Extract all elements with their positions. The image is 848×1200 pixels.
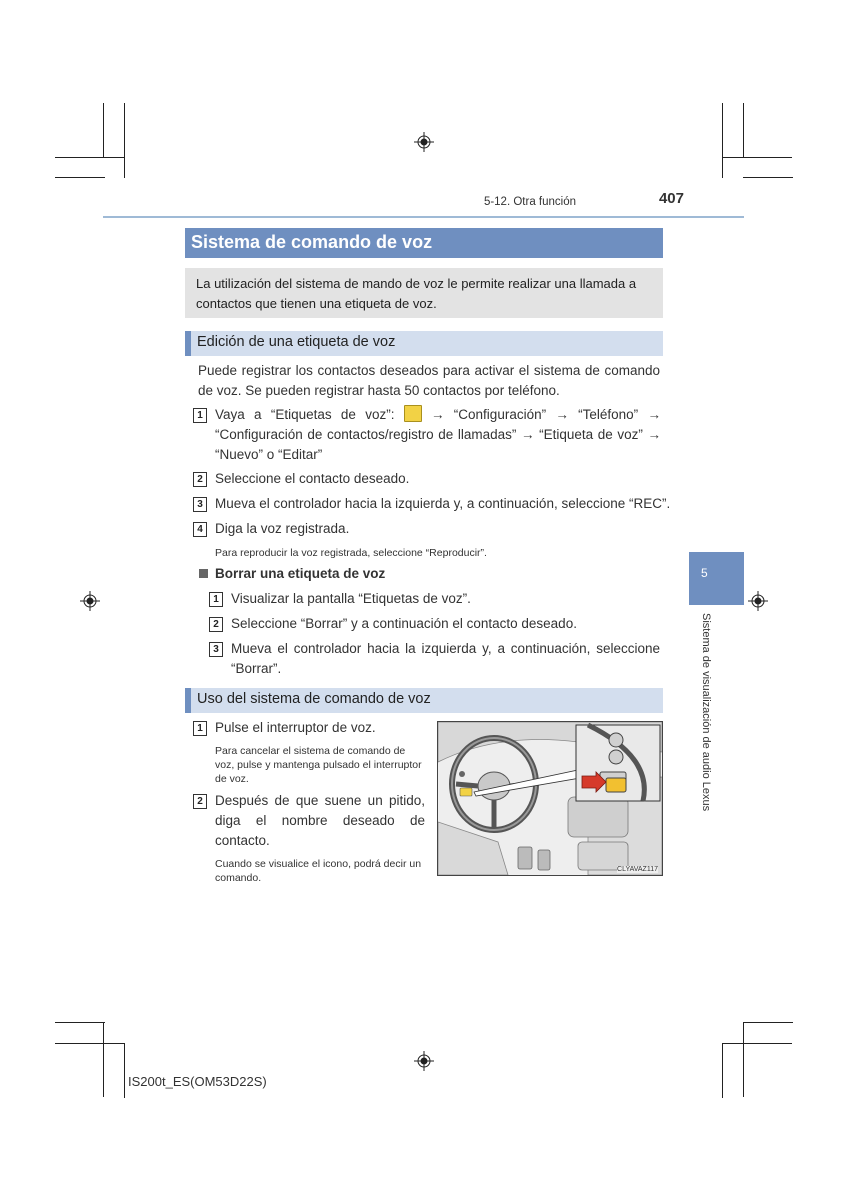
crop-mark: [124, 1043, 125, 1098]
page-number: 407: [658, 190, 684, 207]
crop-mark: [722, 157, 792, 158]
voice-menu-icon: [404, 405, 422, 422]
bullet-square-icon: [199, 569, 208, 578]
step-text: Diga la voz registrada.: [215, 521, 350, 536]
steering-wheel-illustration: [437, 721, 663, 876]
page-title: Sistema de comando de voz: [191, 232, 433, 252]
step-note: Para cancelar el sistema de comando de voz, pulse y mantenga pulsado el interruptor de voz.: [215, 745, 422, 785]
step-text: Mueva el controlador hacia la izquierda y, a continuación, seleccione “Borrar”.: [231, 641, 660, 676]
registration-mark-icon: [748, 591, 768, 611]
crop-mark: [743, 1022, 793, 1023]
step-number: 1: [209, 592, 223, 607]
step-number: 2: [193, 472, 207, 487]
step-number: 1: [193, 721, 207, 736]
intro-box: [185, 268, 663, 318]
step-number: 1: [193, 408, 207, 423]
crop-mark: [743, 1022, 744, 1097]
crop-mark: [103, 103, 104, 158]
crop-mark: [55, 1043, 125, 1044]
section-heading: [185, 688, 663, 713]
intro-text: La utilización del sistema de mando de voz le permite realizar una llamada a contactos que tienen una etiqueta de voz.: [196, 276, 637, 311]
step-number: 3: [193, 497, 207, 512]
crop-mark: [722, 103, 723, 178]
crop-mark: [55, 157, 125, 158]
step-text: Seleccione el contacto deseado.: [215, 471, 410, 486]
section-heading-label: Uso del sistema de comando de voz: [197, 691, 431, 707]
section-header: 5-12. Otra función: [483, 196, 576, 208]
chapter-number: 5: [701, 566, 708, 580]
step-note: Cuando se visualice el icono, podrá decir un comando.: [215, 858, 422, 884]
step-text: Mueva el controlador hacia la izquierda y, a continuación, seleccione “REC”.: [215, 496, 671, 511]
step-text: Seleccione “Borrar” y a continuación el contacto deseado.: [231, 616, 577, 631]
crop-mark: [103, 1022, 104, 1097]
section-heading-label: Edición de una etiqueta de voz: [197, 334, 396, 350]
subsection-heading: Borrar una etiqueta de voz: [215, 566, 386, 581]
figure-code: CLYAVAZ117: [617, 866, 658, 873]
section-heading: [185, 331, 663, 356]
step-note: Para reproducir la voz registrada, seleccione “Reproducir”.: [215, 547, 487, 559]
footer-code: IS200t_ES(OM53D22S): [128, 1074, 267, 1089]
page-title-bar: [185, 228, 663, 258]
crop-mark: [124, 103, 125, 178]
section-paragraph: Puede registrar los contactos deseados para activar el sistema de comando de voz. Se pueden registrar hasta 50 contactos por teléfono.: [198, 363, 660, 398]
step-number: 3: [209, 642, 223, 657]
crop-mark: [55, 177, 105, 178]
step-text: Pulse el interruptor de voz.: [215, 720, 376, 735]
step-text: Visualizar la pantalla “Etiquetas de voz”.: [231, 591, 471, 606]
step-number: 2: [209, 617, 223, 632]
chapter-title: Sistema de visualización de audio Lexus: [700, 613, 712, 812]
crop-mark: [722, 1043, 792, 1044]
step-number: 2: [193, 794, 207, 809]
registration-mark-icon: [414, 132, 434, 152]
car-interior-drawing-icon: [438, 722, 662, 875]
crop-mark: [722, 1043, 723, 1098]
step-number: 4: [193, 522, 207, 537]
registration-mark-icon: [80, 591, 100, 611]
crop-mark: [743, 177, 793, 178]
crop-mark: [743, 103, 744, 158]
header-rule: [103, 216, 744, 218]
step-text: Vaya a “Etiquetas de voz”: → “Configuración” → “Teléfono” → “Configuración de contactos/registro de llamadas” → “Etiqueta de voz” → “Nuevo” o “Editar”: [215, 407, 661, 462]
step-text: Después de que suene un pitido, diga el nombre deseado de contacto.: [215, 793, 425, 848]
crop-mark: [55, 1022, 105, 1023]
chapter-tab: [689, 552, 744, 605]
registration-mark-icon: [414, 1051, 434, 1071]
